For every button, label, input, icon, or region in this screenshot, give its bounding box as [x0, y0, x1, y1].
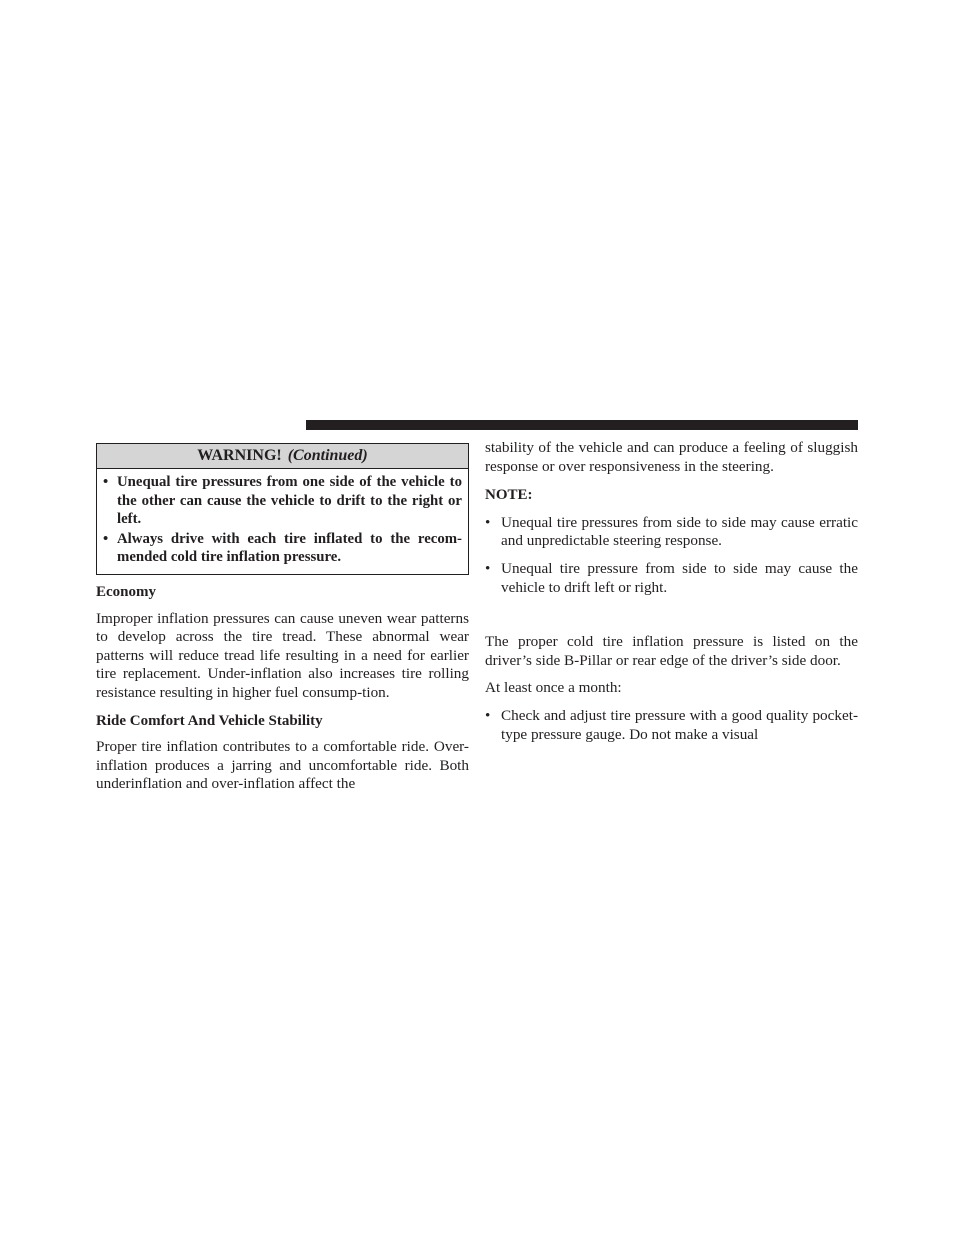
warning-item: • Unequal tire pressures from one side of the vehicle to the other can cause the vehicle to drift to the right or left.: [103, 474, 462, 528]
ride-comfort-heading: Ride Comfort And Vehicle Stability: [96, 712, 323, 729]
note-list: [485, 514, 858, 597]
section-header-bar: [306, 420, 858, 430]
note-item: • Unequal tire pressures from side to side may cause erratic and unpredictable steering response.: [485, 513, 858, 550]
check-list: [485, 707, 858, 744]
bullet-icon: •: [485, 559, 491, 577]
left-column: [96, 443, 469, 794]
bullet-icon: •: [103, 530, 109, 547]
bullet-icon: •: [103, 474, 109, 490]
economy-paragraph: Improper inflation pressures can cause uneven wear patterns to develop across the tire tread. These abnormal wear patterns will reduce tread life resulting in a need for earlier tire replacement. Under-inflation also increases tire rolling resistance resulting in higher fuel consump-tion.: [96, 609, 469, 701]
note-item: • Unequal tire pressure from side to side may cause the vehicle to drift left or right.: [485, 559, 858, 596]
warning-continued: (Continued): [287, 447, 368, 464]
warning-list: [97, 469, 468, 574]
warning-item: • Always drive with each tire inflated to the recom-mended cold tire inflation pressure.: [103, 530, 462, 566]
warning-box: [96, 443, 469, 575]
monthly-paragraph: At least once a month:: [485, 679, 622, 697]
right-column: [485, 439, 858, 744]
ride-comfort-paragraph: Proper tire inflation contributes to a comfortable ride. Over-inflation produces a jarring and uncomfortable ride. Both underinflation and over-inflation affect the: [96, 738, 469, 793]
warning-label: WARNING!: [197, 447, 282, 464]
pressure-paragraph: The proper cold tire inflation pressure is listed on the driver’s side B-Pillar or rear edge of the driver’s side door.: [485, 633, 858, 669]
check-item: • Check and adjust tire pressure with a good quality pocket-type pressure gauge. Do not make a visual: [485, 706, 858, 743]
bullet-icon: •: [485, 706, 491, 724]
note-label: NOTE:: [485, 487, 533, 504]
warning-title: [97, 444, 468, 469]
economy-heading: Economy: [96, 583, 156, 600]
stability-continuation: stability of the vehicle and can produce a feeling of sluggish response or over responsiveness in the steering.: [485, 439, 858, 475]
bullet-icon: •: [485, 513, 491, 531]
